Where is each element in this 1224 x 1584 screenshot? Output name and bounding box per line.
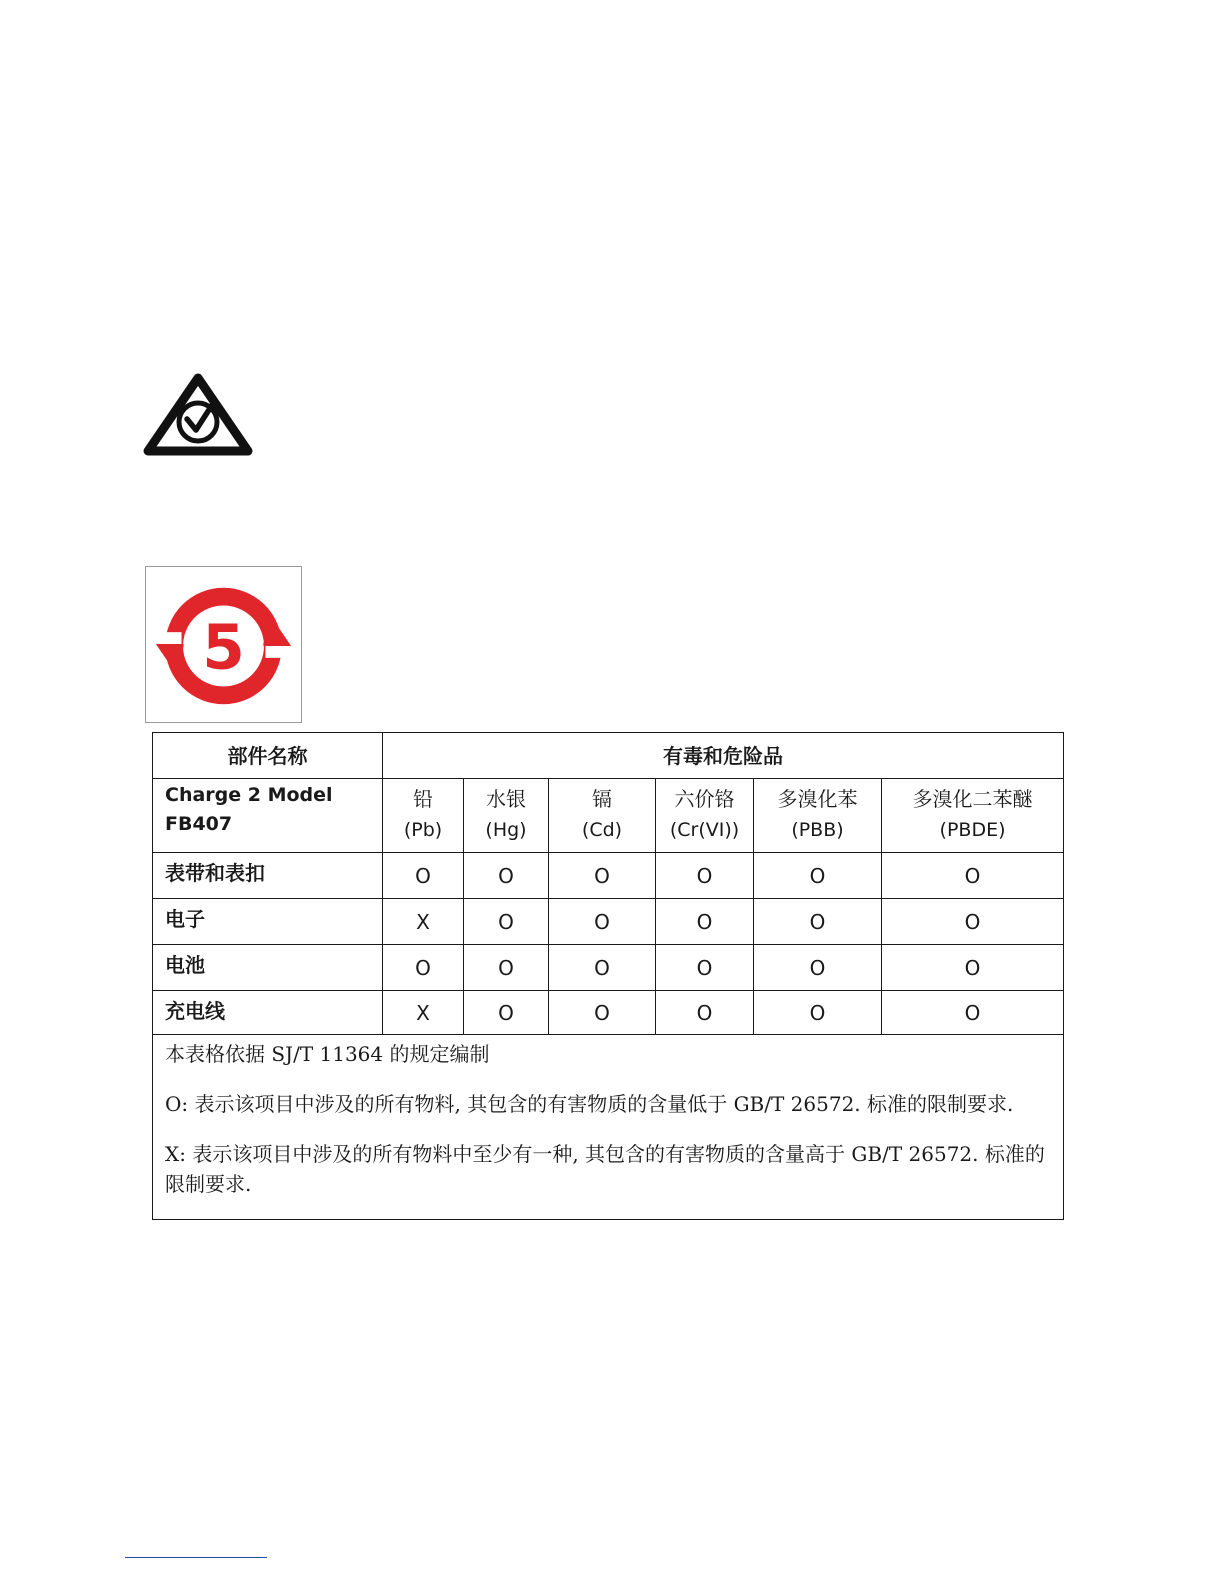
substance-value: O bbox=[656, 899, 754, 945]
part-name: 电池 bbox=[153, 945, 383, 991]
notes-cell bbox=[153, 1035, 1064, 1220]
x-meaning-note: X: 表示该项目中涉及的所有物料中至少有一种, 其包含的有害物质的含量高于 GB/T 26572. 标准的限制要求. bbox=[165, 1142, 1045, 1196]
substance-value: O bbox=[882, 991, 1064, 1035]
substance-value: O bbox=[656, 853, 754, 899]
substance-header-row bbox=[153, 779, 1064, 853]
footnote-divider bbox=[125, 1557, 267, 1558]
substance-value: O bbox=[754, 991, 882, 1035]
part-name: 充电线 bbox=[153, 991, 383, 1035]
substance-value: O bbox=[383, 853, 464, 899]
substance-value: O bbox=[656, 945, 754, 991]
substance-value: O bbox=[549, 899, 656, 945]
substance-lead bbox=[383, 779, 464, 853]
substance-value: O bbox=[464, 899, 549, 945]
substance-cadmium bbox=[549, 779, 656, 853]
substance-value: X bbox=[383, 991, 464, 1035]
substance-mercury bbox=[464, 779, 549, 853]
substance-pbb bbox=[754, 779, 882, 853]
substance-symbol: (PBB) bbox=[791, 819, 844, 841]
substance-symbol: (Hg) bbox=[485, 819, 527, 841]
substance-name: 多溴化二苯醚 bbox=[912, 787, 1033, 811]
rcm-compliance-triangle-check-icon bbox=[142, 372, 254, 458]
notes-row bbox=[153, 1035, 1064, 1220]
o-meaning-note: O: 表示该项目中涉及的所有物料, 其包含的有害物质的含量低于 GB/T 26572. 标准的限制要求. bbox=[165, 1092, 1014, 1116]
substance-value: O bbox=[754, 853, 882, 899]
substance-symbol: (Cd) bbox=[581, 819, 623, 841]
substance-value: O bbox=[754, 945, 882, 991]
table-row bbox=[153, 991, 1064, 1035]
efup-5-year-recycle-icon bbox=[146, 567, 301, 722]
substance-value: X bbox=[383, 899, 464, 945]
substance-name: 多溴化苯 bbox=[777, 787, 858, 811]
table-header-row bbox=[153, 733, 1064, 779]
substance-value: O bbox=[383, 945, 464, 991]
substance-value: O bbox=[464, 853, 549, 899]
substance-value: O bbox=[882, 945, 1064, 991]
part-name: 表带和表扣 bbox=[153, 853, 383, 899]
compilation-basis-note: 本表格依据 SJ/T 11364 的规定编制 bbox=[165, 1042, 490, 1066]
part-name: 电子 bbox=[153, 899, 383, 945]
model-line-2: FB407 bbox=[165, 812, 233, 835]
model-line-1: Charge 2 Model bbox=[165, 784, 333, 806]
hazard-header: 有毒和危险品 bbox=[383, 733, 1064, 779]
substance-name: 镉 bbox=[592, 787, 612, 811]
substance-value: O bbox=[549, 945, 656, 991]
substance-value: O bbox=[464, 991, 549, 1035]
substance-pbde bbox=[882, 779, 1064, 853]
substance-value: O bbox=[549, 853, 656, 899]
table-row bbox=[153, 945, 1064, 991]
table-row bbox=[153, 853, 1064, 899]
substance-name: 铅 bbox=[413, 787, 433, 811]
substance-value: O bbox=[549, 991, 656, 1035]
efup-mark-frame bbox=[145, 566, 302, 723]
substance-name: 六价铬 bbox=[674, 787, 735, 811]
part-name-header: 部件名称 bbox=[153, 733, 383, 779]
substance-value: O bbox=[656, 991, 754, 1035]
substance-chromium-vi bbox=[656, 779, 754, 853]
model-cell bbox=[153, 779, 383, 853]
substance-value: O bbox=[754, 899, 882, 945]
substance-symbol: (PBDE) bbox=[939, 819, 1006, 841]
substance-symbol: (Pb) bbox=[403, 819, 443, 841]
efup-number: 5 bbox=[202, 612, 245, 684]
substance-symbol: (Cr(VI)) bbox=[669, 819, 740, 841]
hazardous-substances-table bbox=[152, 732, 1064, 1220]
substance-value: O bbox=[882, 899, 1064, 945]
table-row bbox=[153, 899, 1064, 945]
substance-value: O bbox=[882, 853, 1064, 899]
substance-value: O bbox=[464, 945, 549, 991]
substance-name: 水银 bbox=[486, 787, 526, 811]
